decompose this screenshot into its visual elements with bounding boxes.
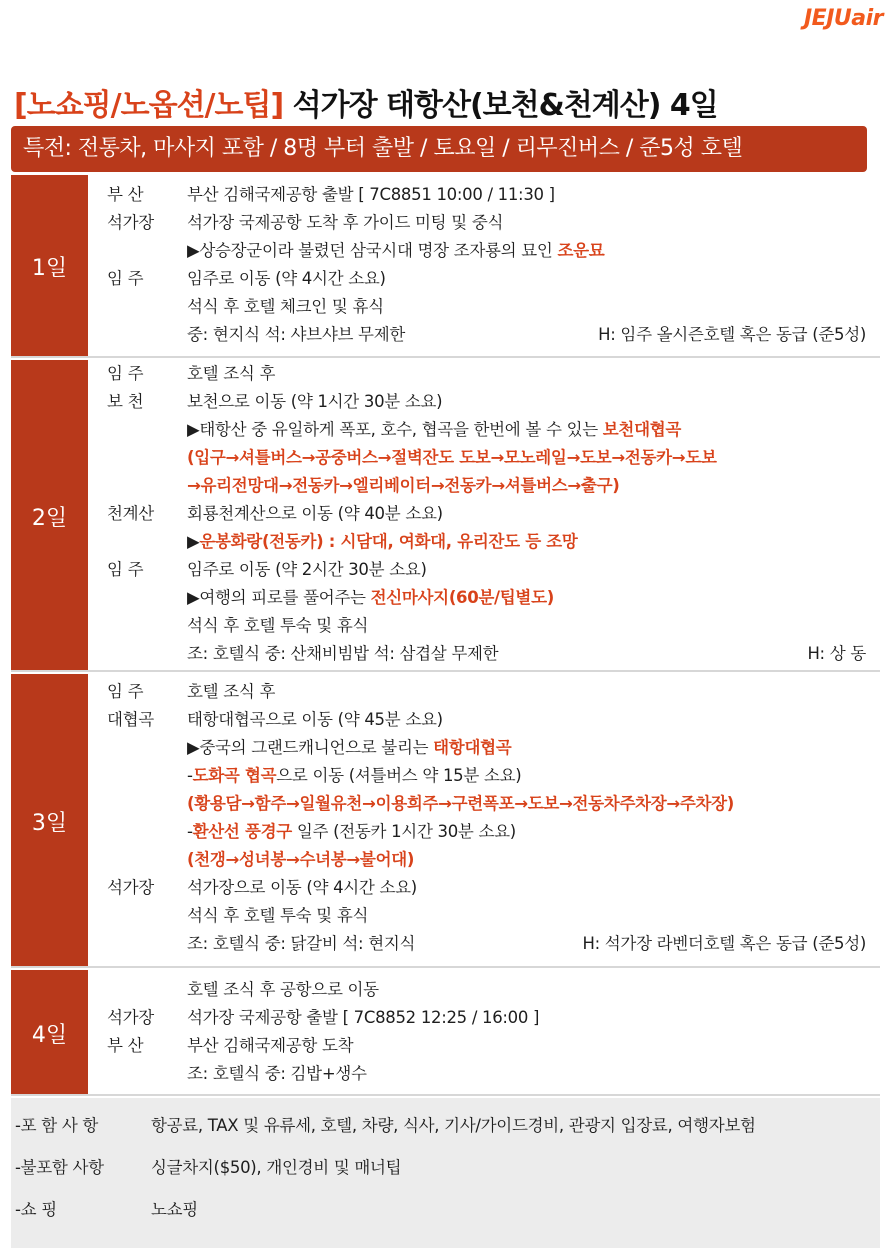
itinerary-text: 보천으로 이동 (약 1시간 30분 소요) bbox=[187, 392, 443, 411]
itinerary-text: 호텔 조식 후 bbox=[187, 682, 276, 701]
highlight-text: 환산선 풍경구 bbox=[192, 822, 292, 841]
place-label: 보 천 bbox=[107, 392, 144, 411]
itinerary-text: 석식 후 호텔 체크인 및 휴식 bbox=[187, 297, 384, 316]
itinerary-row bbox=[11, 818, 880, 846]
highlight-text: 보천대협곡 bbox=[602, 420, 681, 439]
itinerary-text-part: 으로 이동 (셔틀버스 약 15분 소요) bbox=[276, 766, 522, 785]
itinerary-row bbox=[11, 874, 880, 902]
itinerary-row bbox=[11, 472, 880, 500]
itinerary-text: 조: 호텔식 중: 산채비빔밥 석: 삼겹살 무제한 bbox=[187, 644, 499, 663]
day-divider bbox=[11, 670, 880, 672]
place-label: 석가장 bbox=[107, 878, 154, 897]
itinerary-row bbox=[11, 1032, 880, 1060]
itinerary-row bbox=[11, 444, 880, 472]
subtitle-bar: 특전: 전통차, 마사지 포함 / 8명 부터 출발 / 토요일 / 리무진버스 / 준5성 호텔 bbox=[11, 126, 867, 172]
hotel-info: H: 임주 올시즌호텔 혹은 동급 (준5성) bbox=[598, 325, 866, 344]
itinerary-row bbox=[11, 388, 880, 416]
itinerary-text: 임주로 이동 (약 2시간 30분 소요) bbox=[187, 560, 427, 579]
highlight-text: 조운묘 bbox=[557, 241, 605, 260]
highlight-text: 도화곡 협곡 bbox=[192, 766, 277, 785]
highlight-text: (천갱→성녀봉→수녀봉→불어대) bbox=[187, 850, 415, 869]
itinerary-text: 석가장 국제공항 도착 후 가이드 미팅 및 중식 bbox=[187, 213, 504, 232]
itinerary-text bbox=[187, 818, 516, 846]
itinerary-text: 호텔 조식 후 bbox=[187, 364, 276, 383]
place-label: 대협곡 bbox=[107, 710, 154, 729]
itinerary-text: 부산 김해국제공항 도착 bbox=[187, 1036, 354, 1055]
footer-value: 항공료, TAX 및 유류세, 호텔, 차량, 식사, 기사/가이드경비, 관광지 입장료, 여행자보험 bbox=[151, 1116, 756, 1135]
itinerary-row bbox=[11, 181, 880, 209]
itinerary-row bbox=[11, 1004, 880, 1032]
itinerary-text: 조: 호텔식 중: 김밥+생수 bbox=[187, 1064, 367, 1083]
footer-label: -불포함 사항 bbox=[15, 1158, 104, 1177]
itinerary-text bbox=[187, 790, 734, 818]
itinerary-row bbox=[11, 930, 880, 958]
footer-row-excluded bbox=[11, 1146, 880, 1190]
itinerary-text-part: ▶태항산 중 유일하게 폭포, 호수, 협곡을 한번에 볼 수 있는 bbox=[187, 420, 603, 439]
highlight-text: 전신마사지(60분/팁별도) bbox=[370, 588, 554, 607]
itinerary-text: 태항대협곡으로 이동 (약 45분 소요) bbox=[187, 710, 443, 729]
itinerary-text bbox=[187, 734, 511, 762]
place-label: 임 주 bbox=[107, 560, 144, 579]
highlight-text: 운봉화랑(전동카) : 시담대, 여화대, 유리잔도 등 조망 bbox=[199, 532, 578, 551]
place-label: 천계산 bbox=[107, 504, 154, 523]
itinerary-text: 석가장으로 이동 (약 4시간 소요) bbox=[187, 878, 417, 897]
itinerary-row bbox=[11, 976, 880, 1004]
itinerary-row bbox=[11, 556, 880, 584]
itinerary-row bbox=[11, 237, 880, 265]
itinerary-text bbox=[187, 762, 521, 790]
itinerary-row bbox=[11, 265, 880, 293]
day-block bbox=[11, 360, 880, 672]
itinerary-text-part: ▶ bbox=[187, 532, 200, 551]
place-label: 임 주 bbox=[107, 364, 144, 383]
day-block bbox=[11, 970, 880, 1096]
place-label: 부 산 bbox=[107, 1036, 144, 1055]
itinerary-row bbox=[11, 293, 880, 321]
day-label: 1일 bbox=[11, 175, 88, 358]
footer-info bbox=[11, 1098, 880, 1248]
itinerary-row bbox=[11, 734, 880, 762]
itinerary-text-part: ▶여행의 피로를 풀어주는 bbox=[187, 588, 371, 607]
itinerary-text-part: ▶중국의 그랜드캐니언으로 불리는 bbox=[187, 738, 434, 757]
footer-label: -포 함 사 항 bbox=[15, 1116, 99, 1135]
itinerary-row bbox=[11, 706, 880, 734]
page-title bbox=[14, 80, 718, 124]
itinerary-row bbox=[11, 678, 880, 706]
itinerary-text bbox=[187, 528, 578, 556]
itinerary-row bbox=[11, 321, 880, 349]
hotel-info: H: 석가장 라벤더호텔 혹은 동급 (준5성) bbox=[582, 934, 866, 953]
day-block bbox=[11, 674, 880, 968]
itinerary-row bbox=[11, 846, 880, 874]
highlight-text: (입구→셔틀버스→공중버스→절벽잔도 도보→모노레일→도보→전동카→도보 bbox=[187, 448, 717, 467]
day-divider bbox=[11, 356, 880, 358]
footer-value: 싱글차지($50), 개인경비 및 매너팁 bbox=[151, 1158, 402, 1177]
itinerary-text-part: ▶상승장군이라 불렸던 삼국시대 명장 조자룡의 묘인 bbox=[187, 241, 558, 260]
hotel-info: H: 상 동 bbox=[807, 644, 866, 663]
place-label: 석가장 bbox=[107, 1008, 154, 1027]
highlight-text: (황용담→함주→일월유천→이용희주→구련폭포→도보→전동차주차장→주차장) bbox=[187, 794, 735, 813]
itinerary-text-part: - bbox=[187, 822, 193, 841]
itinerary-text: 조: 호텔식 중: 닭갈비 석: 현지식 bbox=[187, 934, 416, 953]
footer-row-included bbox=[11, 1104, 880, 1148]
itinerary-row bbox=[11, 360, 880, 388]
footer-value: 노쇼핑 bbox=[151, 1200, 198, 1219]
day-divider bbox=[11, 1094, 880, 1096]
itinerary-row bbox=[11, 902, 880, 930]
itinerary-text-part: 일주 (전동카 1시간 30분 소요) bbox=[291, 822, 516, 841]
day-label: 2일 bbox=[11, 360, 88, 672]
place-label: 임 주 bbox=[107, 682, 144, 701]
itinerary-text bbox=[187, 237, 604, 265]
place-label: 임 주 bbox=[107, 269, 144, 288]
day-label: 3일 bbox=[11, 674, 88, 968]
title-highlight: [노쇼핑/노옵션/노팁] bbox=[14, 88, 284, 123]
itinerary-text: 호텔 조식 후 공항으로 이동 bbox=[187, 980, 379, 999]
day-divider bbox=[11, 966, 880, 968]
itinerary-text bbox=[187, 584, 554, 612]
itinerary-row bbox=[11, 584, 880, 612]
title-main: 석가장 태항산(보천&천계산) 4일 bbox=[283, 88, 718, 123]
itinerary-row bbox=[11, 790, 880, 818]
itinerary-row bbox=[11, 1060, 880, 1088]
itinerary-text: 석식 후 호텔 투숙 및 휴식 bbox=[187, 616, 369, 635]
itinerary-row bbox=[11, 416, 880, 444]
itinerary-text bbox=[187, 846, 414, 874]
itinerary-text bbox=[187, 472, 619, 500]
footer-row-shopping bbox=[11, 1188, 880, 1232]
footer-label: -쇼 핑 bbox=[15, 1200, 57, 1219]
itinerary-text: 석가장 국제공항 출발 [ 7C8852 12:25 / 16:00 ] bbox=[187, 1008, 540, 1027]
itinerary-text: 석식 후 호텔 투숙 및 휴식 bbox=[187, 906, 369, 925]
itinerary-row bbox=[11, 500, 880, 528]
jejuair-logo: JEJUair bbox=[804, 6, 883, 31]
itinerary-text: 부산 김해국제공항 출발 [ 7C8851 10:00 / 11:30 ] bbox=[187, 185, 555, 204]
highlight-text: →유리전망대→전동카→엘리베이터→전동카→셔틀버스→출구) bbox=[187, 476, 620, 495]
itinerary-row bbox=[11, 209, 880, 237]
itinerary-row bbox=[11, 528, 880, 556]
day-label: 4일 bbox=[11, 970, 88, 1096]
itinerary-row bbox=[11, 640, 880, 668]
itinerary-text bbox=[187, 416, 681, 444]
place-label: 부 산 bbox=[107, 185, 144, 204]
highlight-text: 태항대협곡 bbox=[433, 738, 512, 757]
itinerary-row bbox=[11, 762, 880, 790]
itinerary-text: 회룡천계산으로 이동 (약 40분 소요) bbox=[187, 504, 443, 523]
itinerary-text: 중: 현지식 석: 샤브샤브 무제한 bbox=[187, 325, 405, 344]
day-block bbox=[11, 175, 880, 358]
itinerary-text: 임주로 이동 (약 4시간 소요) bbox=[187, 269, 386, 288]
itinerary-text-part: - bbox=[187, 766, 193, 785]
place-label: 석가장 bbox=[107, 213, 154, 232]
itinerary-text bbox=[187, 444, 717, 472]
itinerary-row bbox=[11, 612, 880, 640]
